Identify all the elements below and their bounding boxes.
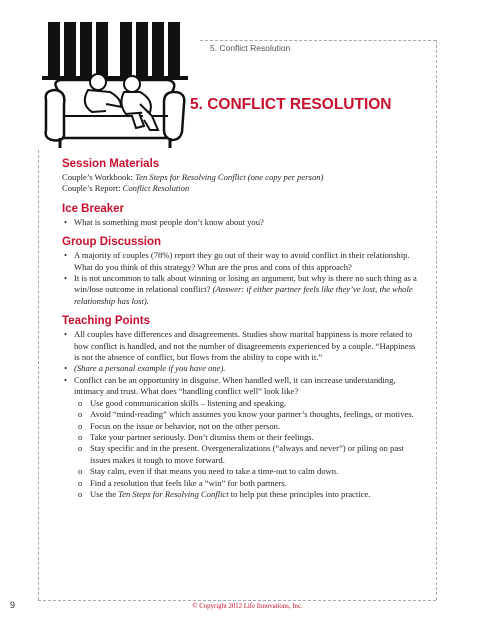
sub-list-item: o Focus on the issue or behavior, not on the other person. [78, 421, 418, 432]
list-item: • (Share a personal example if you have one). [62, 363, 418, 374]
workbook-line [62, 172, 418, 183]
section-heading: Group Discussion [62, 236, 162, 249]
bottom-dashed-border [38, 600, 436, 601]
couple-on-couch-illustration [40, 20, 190, 150]
sub-list-item [78, 489, 418, 500]
workbook-label: Couple’s Workbook: [62, 172, 136, 182]
sub-list-item: o Find a resolution that feels like a “win” for both partners. [78, 478, 418, 489]
sub-list-item-title: Ten Steps for Resolving Conflict [118, 488, 229, 499]
teaching-points-list [62, 329, 418, 500]
list-item: • What is something most people don’t know about you? [62, 217, 418, 228]
list-item: • All couples have differences and disagreements. Studies show marital happiness is more related to how conflict is handled, and not the number of disagreements experienced by a couple. “Happiness is not the absence of conflict, but flows from the ability to cope with it.” [62, 329, 418, 363]
section-heading: Session Materials [62, 158, 160, 170]
copyright-notice: © Copyright 2012 Life Innovations, Inc. [192, 603, 303, 610]
report-label: Couple’s Report: [62, 183, 123, 194]
top-dashed-border [200, 40, 436, 41]
sub-list-item-suffix: to help put these principles into practice. [228, 488, 371, 499]
list-item [62, 375, 418, 500]
report-line [62, 183, 418, 194]
section-heading: Teaching Points [62, 315, 150, 328]
sub-list-item: o Take your partner seriously. Don’t dismiss them or their feelings. [78, 432, 418, 443]
page-number: 9 [10, 600, 16, 610]
running-head: 5. Conflict Resolution [210, 43, 291, 53]
list-item: • A majority of couples (78%) report they go out of their way to avoid conflict in their relationship. What do you think of this strategy? What are the pros and cons of this approach? [62, 250, 418, 273]
section-session-materials [62, 158, 418, 195]
list-item-text: It is not uncommon to talk about winning or losing an argument, but why is there no such thing as a win/lose outcome in relational conflict? [74, 273, 417, 295]
group-discussion-list [62, 250, 418, 307]
main-content [62, 158, 418, 508]
ice-breaker-list [62, 217, 418, 228]
sub-list-item: o Stay specific and in the present. Overgeneralizations (“always and never”) or piling on past issues makes it tough to move forward. [78, 443, 418, 466]
left-dashed-border [38, 150, 39, 600]
workbook-title: Ten Steps for Resolving Conflict (one copy per person) [135, 172, 324, 182]
sub-list-item: o Use good communication skills – listening and speaking. [78, 398, 418, 409]
chapter-title: 5. CONFLICT RESOLUTION [190, 96, 392, 113]
section-heading: Ice Breaker [62, 202, 125, 215]
section-teaching-points [62, 315, 418, 500]
list-item [62, 273, 418, 307]
report-title: Conflict Resolution [122, 183, 190, 194]
sub-list-item: o Stay calm, even if that means you need to take a time-out to calm down. [78, 466, 418, 477]
sub-list-item-prefix: Use the [90, 488, 119, 499]
list-item-text: Conflict can be an opportunity in disguise. When handled well, it can increase understanding, intimacy and trust. What does “handling conflict well” look like? [74, 374, 396, 397]
sub-list [74, 398, 418, 501]
right-dashed-border [436, 40, 437, 600]
section-group-discussion [62, 236, 418, 307]
answer-note: (Answer: if either partner feels like they’ve lost, the whole relationship has lost). [74, 284, 413, 306]
sub-list-item: o Avoid “mind-reading” which assumes you know your partner’s thoughts, feelings, or motives. [78, 409, 418, 420]
section-ice-breaker [62, 203, 418, 228]
